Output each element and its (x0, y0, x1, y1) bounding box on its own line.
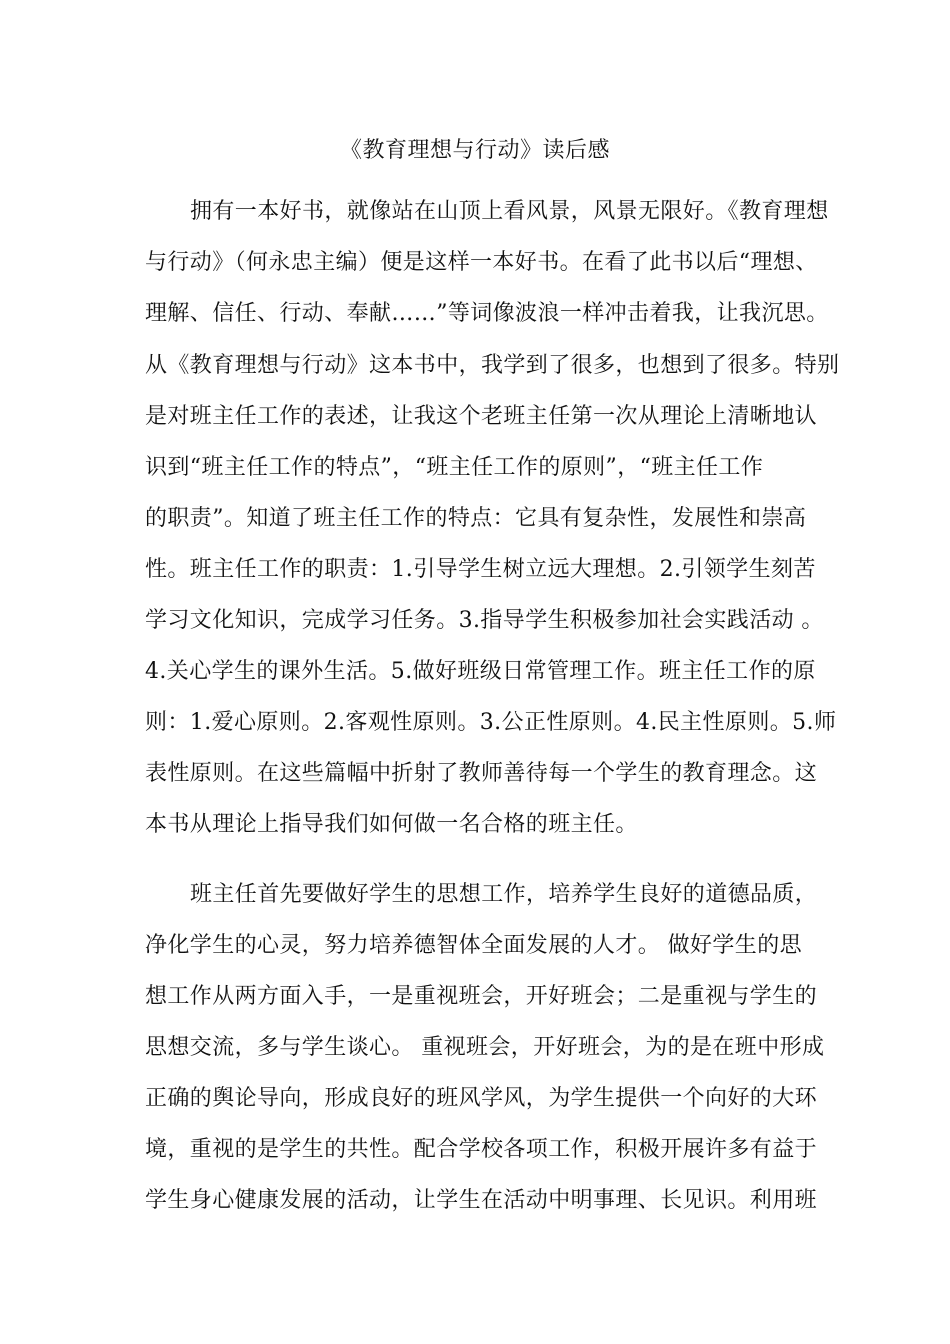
paragraph-line: 与行动》（何永忠主编）便是这样一本好书。在看了此书以后“理想、 (145, 250, 818, 275)
paragraph-line: 则：1.爱心原则。2.客观性原则。3.公正性原则。4.民主性原则。5.师 (145, 710, 837, 735)
paragraph-line: 表性原则。在这些篇幅中折射了教师善待每一个学生的教育理念。这 (145, 761, 818, 786)
document-title: 《教育理想与行动》读后感 (339, 138, 610, 163)
paragraph-line: 理解、信任、行动、奉献……”等词像波浪一样冲击着我，让我沉思。 (145, 301, 829, 326)
paragraph-line: 境，重视的是学生的共性。配合学校各项工作，积极开展许多有益于 (145, 1137, 818, 1162)
paragraph-line: 正确的舆论导向，形成良好的班风学风，为学生提供一个向好的大环 (145, 1086, 818, 1111)
paragraph-line: 从《教育理想与行动》这本书中，我学到了很多，也想到了很多。特别 (145, 353, 840, 378)
paragraph-line: 班主任首先要做好学生的思想工作，培养学生良好的道德品质， (190, 882, 818, 907)
paragraph-line: 学生身心健康发展的活动，让学生在活动中明事理、长见识。利用班 (145, 1188, 818, 1213)
paragraph-line: 净化学生的心灵，努力培养德智体全面发展的人才。 做好学生的思 (145, 933, 802, 958)
paragraph-line: 是对班主任工作的表述，让我这个老班主任第一次从理论上清晰地认 (145, 404, 818, 429)
paragraph-line: 本书从理论上指导我们如何做一名合格的班主任。 (145, 812, 638, 837)
paragraph-line: 思想交流，多与学生谈心。 重视班会，开好班会，为的是在班中形成 (145, 1035, 825, 1060)
paragraph-line: 学习文化知识，完成学习任务。3.指导学生积极参加社会实践活动 。 (145, 608, 824, 633)
paragraph-line: 的职责”。知道了班主任工作的特点：它具有复杂性，发展性和崇高 (145, 506, 807, 531)
paragraph-line: 识到“班主任工作的特点”，“班主任工作的原则”，“班主任工作 (145, 455, 764, 480)
paragraph-line: 4.关心学生的课外生活。5.做好班级日常管理工作。班主任工作的原 (145, 659, 816, 684)
paragraph-line: 拥有一本好书，就像站在山顶上看风景，风景无限好。《教育理想 (190, 199, 829, 224)
paragraph-line: 想工作从两方面入手，一是重视班会，开好班会；二是重视与学生的 (145, 984, 818, 1009)
paragraph-line: 性。班主任工作的职责：1.引导学生树立远大理想。2.引领学生刻苦 (145, 557, 816, 582)
